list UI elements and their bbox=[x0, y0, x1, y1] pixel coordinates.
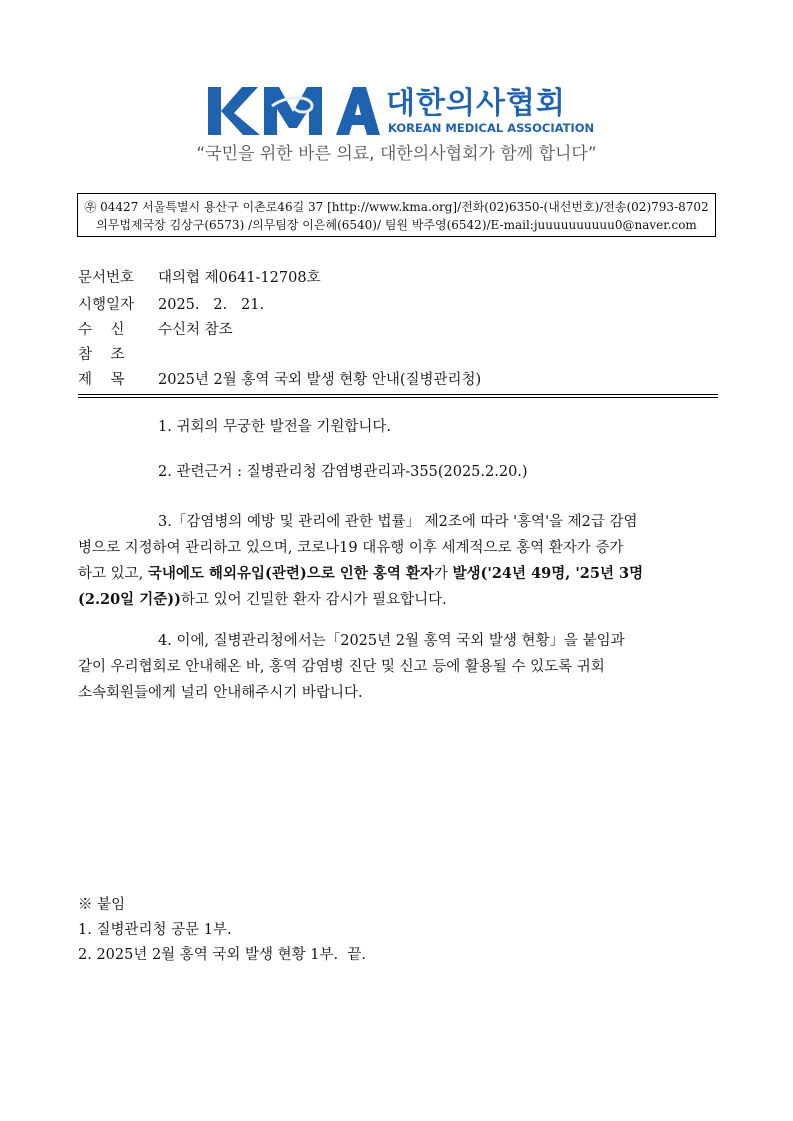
paragraph-4-line-2: 같이 우리협회로 안내해온 바, 홍역 감염병 진단 및 신고 등에 활용될 수 있도록 귀회 bbox=[78, 659, 605, 675]
subject-label: 제 목 bbox=[78, 372, 125, 388]
header-divider-top bbox=[78, 394, 718, 395]
date-label: 시행일자 bbox=[78, 297, 135, 313]
kma-logo-mark bbox=[208, 84, 380, 140]
paragraph-1-text: 1. 귀회의 무궁한 발전을 기원합니다. bbox=[158, 419, 391, 435]
paragraph-3-line-4: (2.20일 기준))하고 있어 긴밀한 환자 감시가 필요합니다. bbox=[78, 591, 447, 608]
body-paragraph-2 bbox=[78, 459, 718, 485]
paragraph-3-line-1: 3.「감염병의 예방 및 관리에 관한 법률」 제2조에 따라 '홍역'을 제2급 감염 bbox=[158, 514, 638, 530]
doc-number: 대의협 제0641-12708호 bbox=[158, 270, 321, 286]
highlight-reference-date: (2.20일 기준)) bbox=[78, 591, 181, 608]
recipient-label: 수 신 bbox=[78, 322, 125, 338]
paragraph-3-line-3: 하고 있고, 국내에도 해외유입(관련)으로 인한 홍역 환자가 발생('24년 49명, '25년 3명 bbox=[78, 565, 644, 582]
reference-label: 참 조 bbox=[78, 347, 125, 363]
kma-english-name: KOREAN MEDICAL ASSOCIATION bbox=[388, 121, 595, 135]
body-paragraph-3 bbox=[78, 509, 718, 613]
highlight-imported-cases: 국내에도 해외유입(관련)으로 인한 홍역 환자 bbox=[147, 565, 434, 582]
doc-number-label: 문서번호 bbox=[78, 270, 135, 286]
attachment-item: 1. 질병관리청 공문 1부. bbox=[78, 922, 232, 938]
body-paragraph-4 bbox=[78, 628, 718, 706]
paragraph-4-line-1: 4. 이에, 질병관리청에서는「2025년 2월 홍역 국외 발생 현황」을 붙임과 bbox=[158, 633, 625, 649]
contact-staff-line: 의무법제국장 김상구(6573) /의무팀장 이은혜(6540)/ 팀원 박주영(6542)/E-mail:juuuuuuuuuu0@naver.com bbox=[96, 218, 697, 232]
kma-korean-name: 대한의사협회 bbox=[386, 86, 566, 121]
header-divider-bottom bbox=[78, 397, 718, 398]
paragraph-3-line-2: 병으로 지정하여 관리하고 있으며, 코로나19 대유행 이후 세계적으로 홍역 환자가 증가 bbox=[78, 540, 624, 556]
recipient-row bbox=[78, 320, 233, 340]
recipient-value: 수신처 참조 bbox=[158, 322, 233, 338]
highlight-case-counts: 발생('24년 49명, '25년 3명 bbox=[452, 565, 644, 582]
subject-value: 2025년 2월 홍역 국외 발생 현황 안내(질병관리청) bbox=[158, 372, 482, 388]
date-row bbox=[78, 295, 264, 315]
paragraph-4-line-3: 소속회원들에게 널리 안내해주시기 바랍니다. bbox=[78, 685, 363, 701]
paragraph-2-text: 2. 관련근거 : 질병관리청 감염병관리과-355(2025.2.20.) bbox=[158, 464, 528, 480]
date-value: 2025. 2. 21. bbox=[158, 297, 265, 313]
body-paragraph-1 bbox=[78, 414, 718, 440]
attachments-heading: ※ 붙임 bbox=[78, 897, 126, 913]
reference-row bbox=[78, 345, 158, 365]
slogan: “국민을 위한 바른 의료, 대한의사협회가 함께 합니다” bbox=[196, 144, 597, 164]
attachment-item: 2. 2025년 2월 홍역 국외 발생 현황 1부. 끝. bbox=[78, 947, 366, 963]
contact-address-line: ㉾ 04427 서울특별시 용산구 이촌로46길 37 [http://www.kma.org]/전화(02)6350-(내선번호)/전송(02)793-8702 bbox=[84, 200, 709, 214]
doc-number-row bbox=[78, 268, 321, 288]
subject-row bbox=[78, 370, 481, 390]
